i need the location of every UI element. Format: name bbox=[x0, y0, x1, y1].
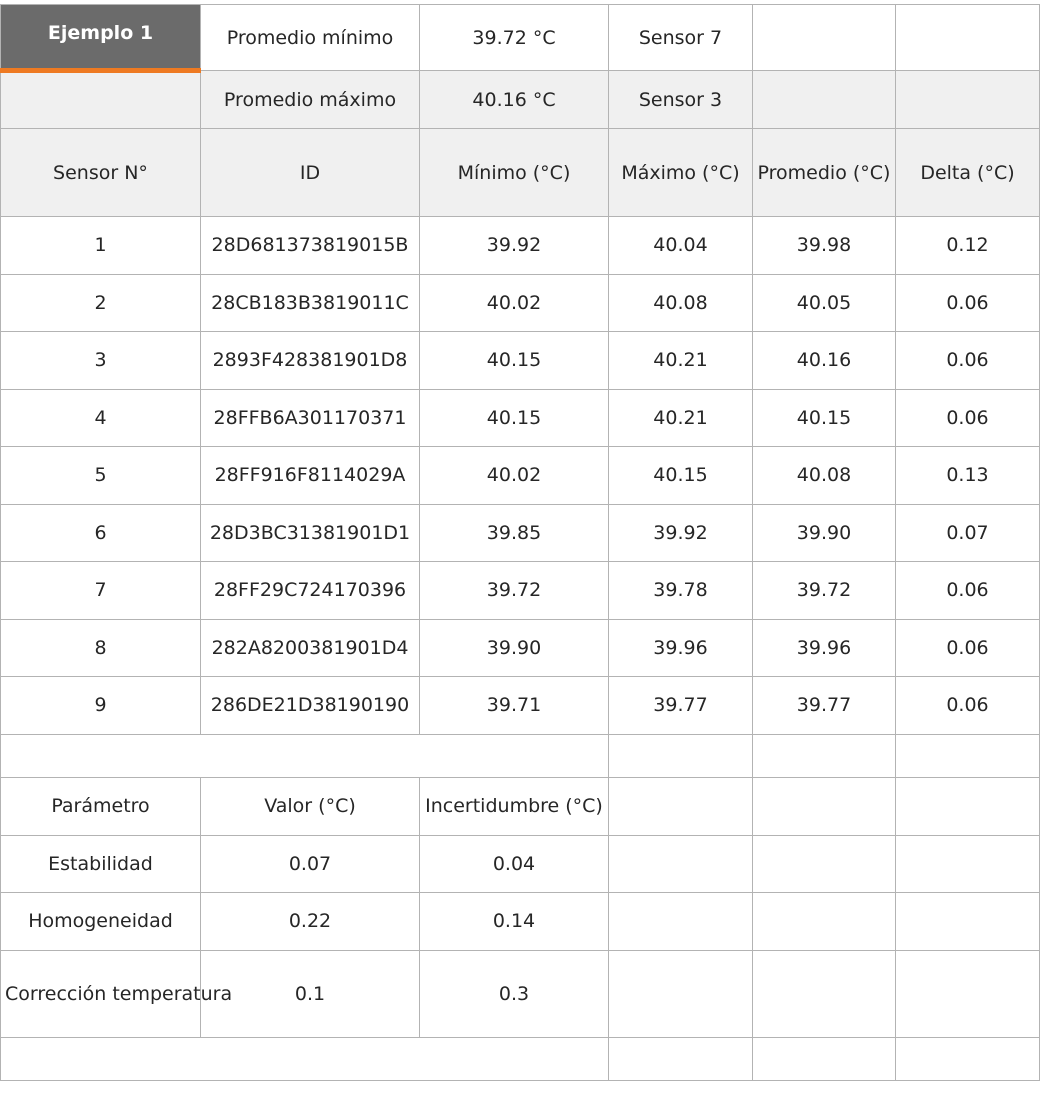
table-cell: 28D681373819015B bbox=[201, 217, 420, 275]
summary-row bbox=[1, 5, 1040, 71]
table-cell: 40.02 bbox=[420, 447, 609, 505]
table-cell: 39.92 bbox=[420, 217, 609, 275]
table-cell: 4 bbox=[1, 389, 201, 447]
table-row bbox=[1, 619, 1040, 677]
table-cell: 9 bbox=[1, 677, 201, 735]
param-column-header: Incertidumbre (°C) bbox=[420, 777, 609, 835]
spacer-row bbox=[1, 1037, 1040, 1080]
empty-cell bbox=[609, 950, 753, 1037]
empty-cell bbox=[753, 777, 896, 835]
spacer-row bbox=[1, 734, 1040, 777]
summary-value: 40.16 °C bbox=[420, 71, 609, 129]
table-cell: 2 bbox=[1, 274, 201, 332]
column-header: Sensor N° bbox=[1, 129, 201, 217]
empty-cell bbox=[609, 835, 753, 893]
table-row bbox=[1, 504, 1040, 562]
table-cell: 39.71 bbox=[420, 677, 609, 735]
table-cell: 282A8200381901D4 bbox=[201, 619, 420, 677]
table-cell: 28FF916F8114029A bbox=[201, 447, 420, 505]
table-cell: 2893F428381901D8 bbox=[201, 332, 420, 390]
table-cell: 40.21 bbox=[609, 389, 753, 447]
empty-cell bbox=[896, 734, 1040, 777]
table-cell: 39.96 bbox=[609, 619, 753, 677]
table-row bbox=[1, 274, 1040, 332]
param-cell: 0.07 bbox=[201, 835, 420, 893]
sensor-data-table bbox=[0, 4, 1040, 1081]
table-cell: 28CB183B3819011C bbox=[201, 274, 420, 332]
table-cell: 40.15 bbox=[420, 332, 609, 390]
table-cell: 39.77 bbox=[609, 677, 753, 735]
column-header: Mínimo (°C) bbox=[420, 129, 609, 217]
empty-cell bbox=[753, 835, 896, 893]
table-cell: 286DE21D38190190 bbox=[201, 677, 420, 735]
table-cell: 0.12 bbox=[896, 217, 1040, 275]
table-cell: 40.16 bbox=[753, 332, 896, 390]
empty-cell bbox=[1, 71, 201, 129]
table-cell: 0.06 bbox=[896, 274, 1040, 332]
param-cell: 0.1 bbox=[201, 950, 420, 1037]
table-cell: 39.72 bbox=[753, 562, 896, 620]
empty-cell bbox=[1, 1037, 609, 1080]
empty-cell bbox=[896, 835, 1040, 893]
empty-cell bbox=[896, 71, 1040, 129]
table-cell: 28FF29C724170396 bbox=[201, 562, 420, 620]
table-cell: 39.98 bbox=[753, 217, 896, 275]
table-row bbox=[1, 217, 1040, 275]
table-cell: 40.08 bbox=[609, 274, 753, 332]
summary-label: Promedio mínimo bbox=[201, 5, 420, 71]
param-cell: Homogeneidad bbox=[1, 893, 201, 951]
table-cell: 39.72 bbox=[420, 562, 609, 620]
summary-sensor: Sensor 3 bbox=[609, 71, 753, 129]
column-header: Máximo (°C) bbox=[609, 129, 753, 217]
table-cell: 8 bbox=[1, 619, 201, 677]
param-row bbox=[1, 835, 1040, 893]
table-cell: 0.06 bbox=[896, 677, 1040, 735]
param-cell: Estabilidad bbox=[1, 835, 201, 893]
table-row bbox=[1, 562, 1040, 620]
sensor-rows bbox=[1, 217, 1040, 735]
table-cell: 39.92 bbox=[609, 504, 753, 562]
empty-cell bbox=[609, 1037, 753, 1080]
table-cell: 0.13 bbox=[896, 447, 1040, 505]
empty-cell bbox=[753, 893, 896, 951]
table-cell: 40.08 bbox=[753, 447, 896, 505]
summary-value: 39.72 °C bbox=[420, 5, 609, 71]
table-cell: 0.07 bbox=[896, 504, 1040, 562]
param-cell: 0.22 bbox=[201, 893, 420, 951]
table-cell: 39.85 bbox=[420, 504, 609, 562]
table-cell: 40.21 bbox=[609, 332, 753, 390]
column-header: Promedio (°C) bbox=[753, 129, 896, 217]
table-cell: 0.06 bbox=[896, 332, 1040, 390]
table-cell: 3 bbox=[1, 332, 201, 390]
summary-label: Promedio máximo bbox=[201, 71, 420, 129]
empty-cell bbox=[896, 5, 1040, 71]
table-row bbox=[1, 389, 1040, 447]
param-cell: 0.3 bbox=[420, 950, 609, 1037]
table-cell: 39.90 bbox=[420, 619, 609, 677]
table-cell: 39.78 bbox=[609, 562, 753, 620]
empty-cell bbox=[896, 777, 1040, 835]
empty-cell bbox=[609, 734, 753, 777]
empty-cell bbox=[753, 734, 896, 777]
table-cell: 28FFB6A301170371 bbox=[201, 389, 420, 447]
param-header-row bbox=[1, 777, 1040, 835]
table-cell: 40.05 bbox=[753, 274, 896, 332]
param-column-header: Valor (°C) bbox=[201, 777, 420, 835]
column-header-row bbox=[1, 129, 1040, 217]
table-row bbox=[1, 677, 1040, 735]
param-cell: 0.04 bbox=[420, 835, 609, 893]
table-cell: 39.90 bbox=[753, 504, 896, 562]
table-cell: 39.96 bbox=[753, 619, 896, 677]
param-rows bbox=[1, 835, 1040, 1037]
empty-cell bbox=[896, 893, 1040, 951]
param-column-header: Parámetro bbox=[1, 777, 201, 835]
example-tag-label: Ejemplo 1 bbox=[47, 21, 154, 44]
table-cell: 0.06 bbox=[896, 389, 1040, 447]
table-cell: 40.15 bbox=[609, 447, 753, 505]
param-row bbox=[1, 950, 1040, 1037]
table-cell: 7 bbox=[1, 562, 201, 620]
param-row bbox=[1, 893, 1040, 951]
table-cell: 1 bbox=[1, 217, 201, 275]
summary-row bbox=[1, 71, 1040, 129]
param-cell: 0.14 bbox=[420, 893, 609, 951]
empty-cell bbox=[896, 1037, 1040, 1080]
table-cell: 5 bbox=[1, 447, 201, 505]
column-header: ID bbox=[201, 129, 420, 217]
table-cell: 40.15 bbox=[753, 389, 896, 447]
empty-cell bbox=[753, 71, 896, 129]
table-cell: 40.04 bbox=[609, 217, 753, 275]
table-row bbox=[1, 447, 1040, 505]
empty-cell bbox=[1, 734, 609, 777]
table-cell: 28D3BC31381901D1 bbox=[201, 504, 420, 562]
column-header: Delta (°C) bbox=[896, 129, 1040, 217]
empty-cell bbox=[753, 1037, 896, 1080]
example-tag bbox=[1, 5, 201, 71]
empty-cell bbox=[609, 893, 753, 951]
table-cell: 6 bbox=[1, 504, 201, 562]
table-cell: 40.02 bbox=[420, 274, 609, 332]
empty-cell bbox=[753, 5, 896, 71]
table-cell: 39.77 bbox=[753, 677, 896, 735]
table-cell: 0.06 bbox=[896, 562, 1040, 620]
param-cell: Corrección temperatura bbox=[1, 950, 201, 1037]
empty-cell bbox=[753, 950, 896, 1037]
empty-cell bbox=[896, 950, 1040, 1037]
table-cell: 0.06 bbox=[896, 619, 1040, 677]
table-row bbox=[1, 332, 1040, 390]
table-cell: 40.15 bbox=[420, 389, 609, 447]
summary-sensor: Sensor 7 bbox=[609, 5, 753, 71]
empty-cell bbox=[609, 777, 753, 835]
